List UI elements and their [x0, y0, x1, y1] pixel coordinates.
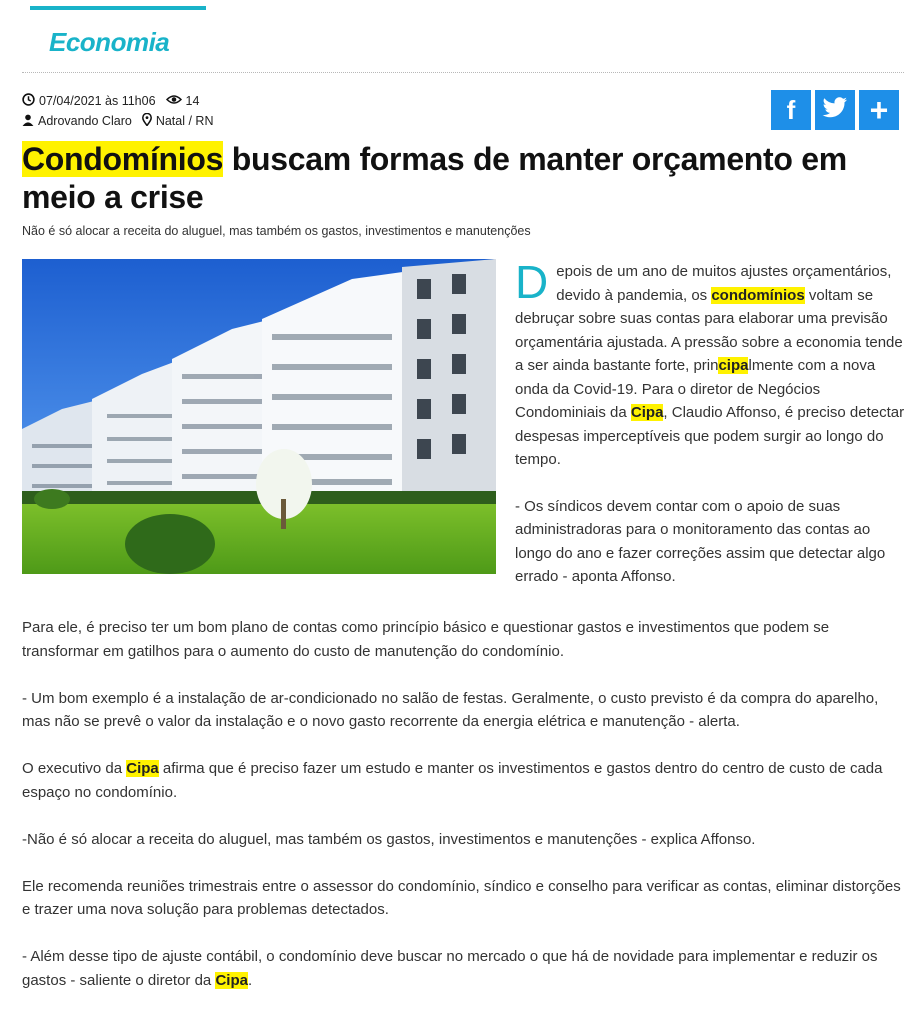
location: Natal / RN	[155, 114, 214, 128]
p8-text-b: .	[247, 971, 253, 989]
share-more-button[interactable]	[859, 90, 899, 130]
share-facebook-button[interactable]	[771, 90, 811, 130]
paragraph-4: - Um bom exemplo é a instalação de ar-condicionado no salão de festas. Geralmente, o custo previsto é da compra do aparelho, mas não se prevê o valor da instalação e o novo gasto recorrente da energia elétrica e manutenção - alerta.	[22, 689, 879, 730]
paragraph-1	[515, 256, 907, 472]
paragraph-5	[22, 757, 906, 804]
paragraph-6: -Não é só alocar a receita do aluguel, mas também os gastos, investimentos e manutenções - explica Affonso.	[22, 830, 756, 848]
article-intro-column	[515, 256, 907, 612]
divider	[22, 72, 904, 73]
building-photo	[22, 259, 496, 574]
paragraph-8	[22, 945, 906, 992]
p1-text-b: voltam se debruçar sobre suas contas para elaborar uma previsão orçamentária ajustada. A pressão sobre a economia tende a ser ainda bastante forte, prin	[515, 286, 903, 374]
p1-text-a: epois de um ano de muitos ajustes orçamentários, devido à pandemia, os	[556, 263, 892, 304]
paragraph-2: - Os síndicos devem contar com o apoio de suas administradoras para o monitoramento das contas ao longo do ano e fazer correções assim que detectar algo errado - aponta Affonso.	[515, 497, 886, 585]
map-pin-icon	[142, 113, 152, 129]
clock-icon	[22, 93, 35, 109]
p1-text-d: , Claudio Affonso, é preciso detectar despesas imperceptíveis que podem surgir ao longo do tempo.	[515, 404, 905, 468]
paragraph-3: Para ele, é preciso ter um bom plano de contas como princípio básico e questionar gastos e investimentos que podem se transformar em gatilhos para o aumento do custo de manutenção do condomínio.	[22, 619, 830, 660]
p5-text-a: O executivo da	[22, 760, 127, 777]
publish-datetime: 07/04/2021 às 11h06	[39, 94, 156, 108]
plus-icon: +	[869, 91, 889, 128]
drop-cap: D	[515, 256, 549, 308]
keyword-highlight: Cipa	[215, 971, 248, 989]
twitter-icon	[822, 95, 848, 126]
keyword-highlight: Cipa	[126, 760, 159, 777]
p1-text-c: lmente com a nova onda da Covid-19. Para o diretor de Negócios Condominiais da	[515, 357, 876, 421]
keyword-highlight: cipa	[718, 357, 749, 374]
meta-row-date	[22, 93, 199, 109]
article-title	[22, 140, 902, 216]
eye-icon	[166, 94, 182, 108]
title-highlight: Condomínios	[22, 141, 224, 177]
section-accent-bar	[30, 6, 206, 10]
title-text: buscam formas de manter orçamento em meio a crise	[22, 141, 847, 215]
p5-text-b: afirma que é preciso fazer um estudo e manter os investimentos e gastos dentro do centro de custo de cada espaço no condomínio.	[22, 760, 883, 801]
p8-text-a: - Além desse tipo de ajuste contábil, o condomínio deve buscar no mercado o que há de novidade para implementar e reduzir os gastos - saliente o diretor da	[22, 948, 878, 989]
keyword-highlight: condomínios	[711, 286, 805, 304]
article-image[interactable]	[22, 259, 496, 574]
section-title[interactable]: Economia	[49, 27, 170, 57]
user-icon	[22, 114, 34, 129]
view-count: 14	[185, 94, 200, 108]
meta-row-author	[22, 113, 213, 129]
author-name[interactable]: Adrovando Claro	[38, 114, 132, 128]
article-subtitle: Não é só alocar a receita do aluguel, mas também os gastos, investimentos e manutenções	[22, 224, 531, 238]
paragraph-7: Ele recomenda reuniões trimestrais entre o assessor do condomínio, síndico e conselho para verificar as contas, eliminar distorções e trazer uma nova solução para problemas detectados.	[22, 877, 901, 918]
facebook-icon: f	[786, 94, 796, 125]
article-body	[22, 616, 906, 1016]
keyword-highlight: Cipa	[630, 404, 664, 421]
share-twitter-button[interactable]	[815, 90, 855, 130]
